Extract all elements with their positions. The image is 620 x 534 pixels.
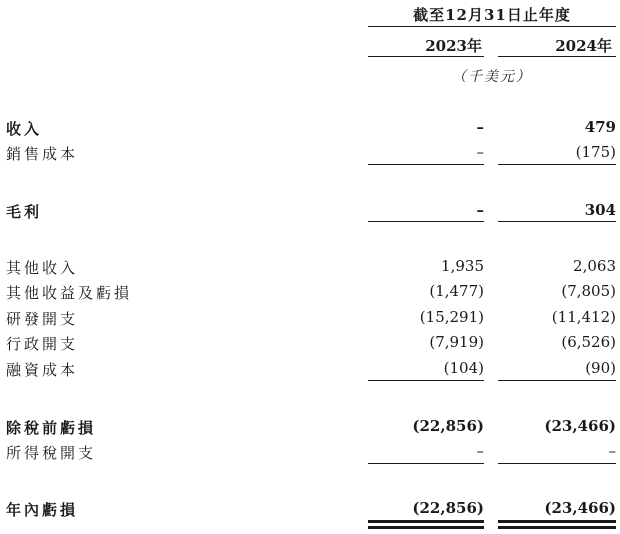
value-2024: –: [608, 442, 616, 460]
row-label: 收入: [6, 120, 43, 138]
value-2024: (90): [585, 359, 616, 377]
row-rd-expenses: [0, 308, 620, 330]
column-header-2023: 2023年: [425, 37, 482, 55]
subtotal-rule-2023: [368, 164, 484, 165]
row-loss-for-year: [0, 499, 620, 521]
subtotal-rule-2024: [498, 221, 616, 222]
value-2024: 2,063: [573, 257, 616, 275]
subtotal-rule-2023: [368, 221, 484, 222]
value-2024: (175): [575, 143, 616, 161]
value-2023: –: [476, 442, 484, 460]
row-other-income: [0, 257, 620, 279]
value-2024: 479: [584, 118, 616, 136]
row-label: 融資成本: [6, 361, 79, 379]
row-label: 其他收益及虧損: [6, 284, 133, 302]
value-2024: (23,466): [544, 417, 616, 435]
row-label: 毛利: [6, 203, 43, 221]
subtotal-rule-2024: [498, 380, 616, 381]
total-rule-2023-lower: [368, 526, 484, 529]
row-label: 行政開支: [6, 335, 79, 353]
column-header-2024: 2024年: [555, 37, 612, 55]
row-label: 年內虧損: [6, 501, 79, 519]
row-loss-before-tax: [0, 417, 620, 439]
row-label: 除稅前虧損: [6, 419, 97, 437]
value-2023: (22,856): [412, 417, 484, 435]
value-2024: (7,805): [561, 282, 616, 300]
value-2023: (15,291): [419, 308, 484, 326]
value-2023: (104): [443, 359, 484, 377]
row-revenue: [0, 118, 620, 140]
unit-label: （千美元）: [452, 69, 532, 85]
row-finance-costs: [0, 359, 620, 381]
subtotal-rule-2023: [368, 463, 484, 464]
total-rule-2023-upper: [368, 520, 484, 523]
row-label: 所得稅開支: [6, 444, 97, 462]
row-cost-of-sales: [0, 143, 620, 165]
value-2024: 304: [584, 201, 616, 219]
row-admin-expenses: [0, 333, 620, 355]
column-header-2023-rule: [368, 56, 484, 57]
value-2024: (11,412): [551, 308, 616, 326]
value-2024: (6,526): [561, 333, 616, 351]
value-2023: (1,477): [429, 282, 484, 300]
value-2023: –: [476, 143, 484, 161]
subtotal-rule-2023: [368, 380, 484, 381]
value-2023: –: [476, 118, 484, 136]
period-header: 截至12月31日止年度: [413, 6, 571, 24]
value-2023: 1,935: [441, 257, 484, 275]
period-header-rule: [368, 26, 616, 27]
value-2023: (7,919): [429, 333, 484, 351]
row-gross-profit: [0, 201, 620, 223]
row-label: 銷售成本: [6, 145, 79, 163]
column-header-2024-rule: [498, 56, 616, 57]
subtotal-rule-2024: [498, 164, 616, 165]
total-rule-2024-upper: [498, 520, 616, 523]
row-income-tax: [0, 442, 620, 464]
value-2023: (22,856): [412, 499, 484, 517]
total-rule-2024-lower: [498, 526, 616, 529]
subtotal-rule-2024: [498, 463, 616, 464]
value-2023: –: [476, 201, 484, 219]
row-label: 其他收入: [6, 259, 79, 277]
value-2024: (23,466): [544, 499, 616, 517]
row-other-gains-losses: [0, 282, 620, 304]
row-label: 研發開支: [6, 310, 79, 328]
